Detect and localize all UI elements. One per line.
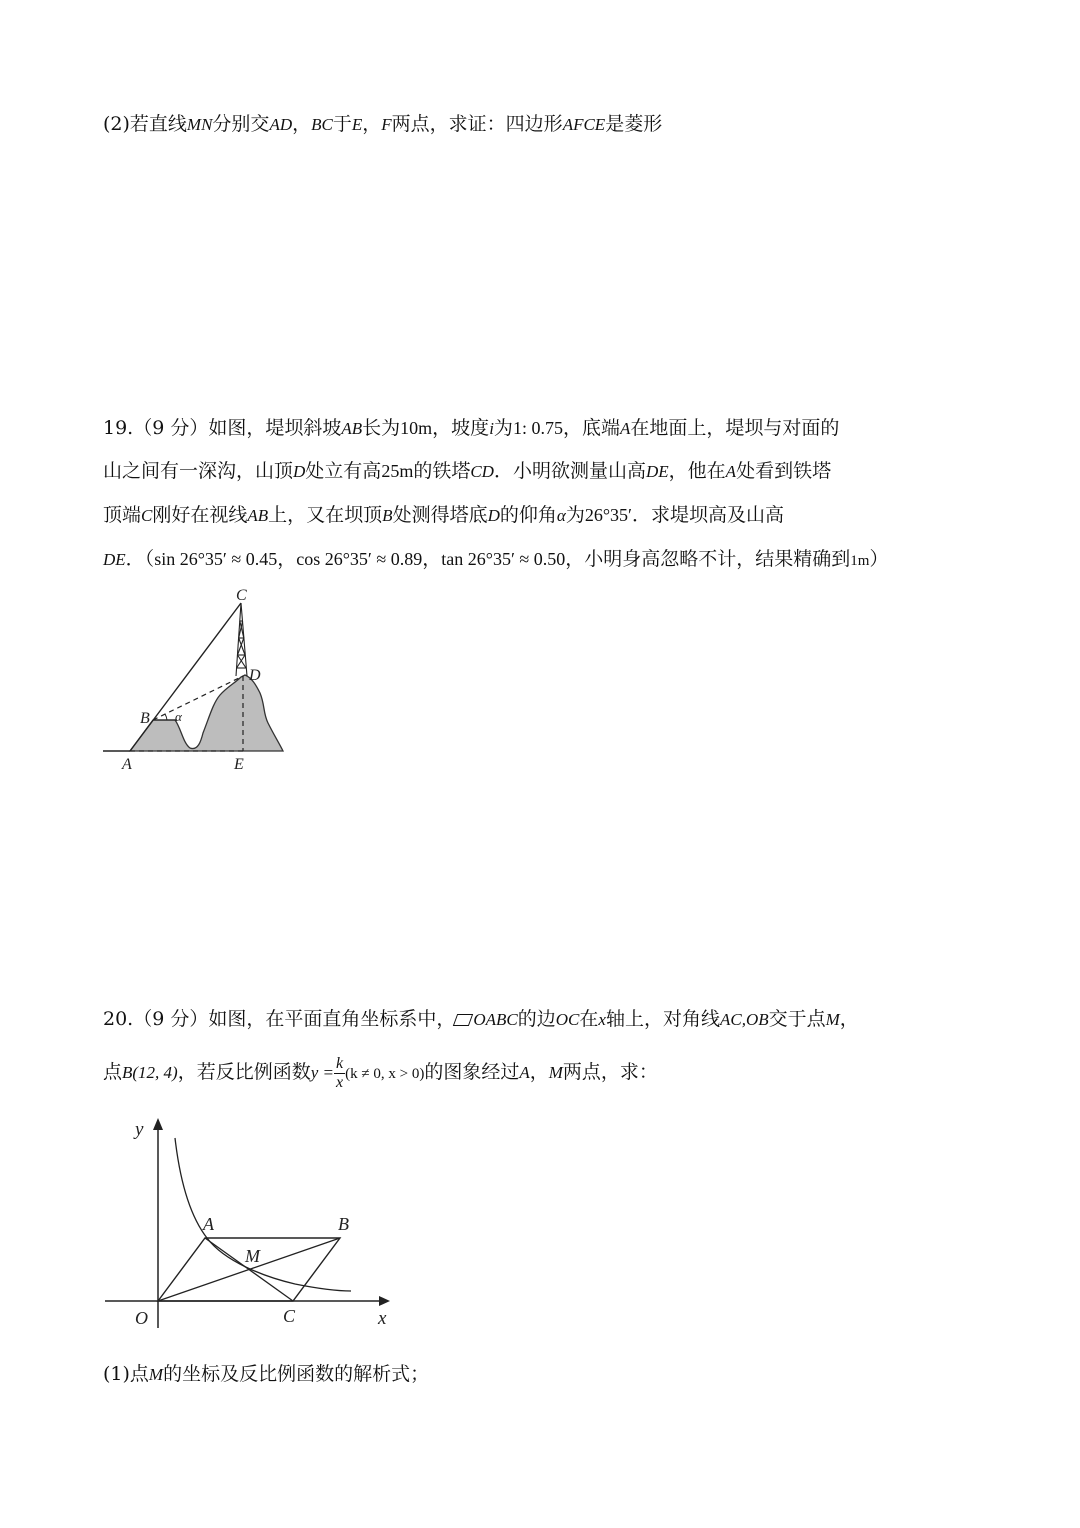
q19-label-D: D xyxy=(249,667,261,684)
q20-label-O: O xyxy=(135,1308,148,1328)
q19-l2-A: A xyxy=(725,462,737,481)
q20-l1-oc: OC xyxy=(555,1010,580,1029)
q20-l2-bpoint: B(12, 4) xyxy=(122,1063,178,1082)
q19-l4-unit: 1m xyxy=(850,553,870,569)
q20-label-y: y xyxy=(135,1119,144,1140)
q19-l3-B: B xyxy=(382,506,393,525)
q19-l2-f: 处看到铁塔 xyxy=(736,460,832,482)
q19-l1-i: i xyxy=(489,419,494,438)
q19-label-A: A xyxy=(122,756,132,773)
q19-l2-h: 25m xyxy=(381,461,414,481)
q19-l2-de: DE xyxy=(645,462,669,481)
q20-l2-cond: (k ≠ 0, x > 0) xyxy=(345,1066,425,1082)
q20-l1-f: ， xyxy=(839,1008,859,1030)
q20-l2-y: y = xyxy=(310,1063,335,1082)
q19-l3-C: C xyxy=(141,506,153,525)
q19-l4-tan: tan 26°35′ ≈ 0.50 xyxy=(441,549,566,569)
q18-t3: 于 xyxy=(332,113,352,135)
q20-p1-a: (1)点 xyxy=(103,1363,149,1385)
q20-label-C: C xyxy=(283,1306,296,1326)
q19-l2-a: 山之间有一深沟，山顶 xyxy=(103,460,294,482)
q18-f: F xyxy=(381,115,392,134)
q19-l3-a: 顶端 xyxy=(103,504,142,526)
q18-t6: 是菱形 xyxy=(605,113,663,135)
q20-frac-num: k xyxy=(336,1054,344,1072)
q19-l1-f: 在地面上，堤坝与对面的 xyxy=(630,417,840,439)
q20-l2-A: A xyxy=(519,1063,530,1082)
q20-l1-x: x xyxy=(598,1010,606,1029)
q20-figure xyxy=(95,1110,405,1340)
q19-l1-a: 19.（9 分）如图，堤坝斜坡 xyxy=(103,417,342,439)
q18-bc: BC xyxy=(311,115,333,134)
q19-l4-d: ，小明身高忽略不计，结果精确到 xyxy=(565,548,851,570)
q20-label-M: M xyxy=(245,1246,260,1266)
q19-label-alpha: α xyxy=(175,709,182,724)
q19-l3-b: 刚好在视线 xyxy=(152,504,248,526)
q19-l1-len: 10m xyxy=(400,418,433,438)
q19-l4-a: ．（ xyxy=(125,548,155,570)
q19-l2-b: 处立有高 xyxy=(305,460,382,482)
q19-l4-sin: sin 26°35′ ≈ 0.45 xyxy=(154,549,278,569)
q19-line1 xyxy=(103,414,839,443)
q19-label-E: E xyxy=(234,756,244,773)
q19-l3-f: 为 xyxy=(565,504,585,526)
q19-line2 xyxy=(103,457,831,486)
q19-tower xyxy=(236,603,247,676)
q20-part1-text xyxy=(103,1360,429,1389)
q20-label-x: x xyxy=(378,1308,387,1329)
q19-label-C: C xyxy=(236,587,247,604)
q20-p1-M: M xyxy=(148,1365,164,1384)
q20-label-A: A xyxy=(203,1214,214,1234)
q18-t4: ， xyxy=(362,113,382,135)
q19-l2-D: D xyxy=(293,462,306,481)
q19-l1-b: 长为 xyxy=(362,417,401,439)
q19-l3-g: ．求堤坝高及山高 xyxy=(631,504,784,526)
q20-x-arrow xyxy=(379,1296,390,1306)
q19-l3-D: D xyxy=(487,506,500,525)
q20-frac-den: x xyxy=(336,1073,344,1091)
q20-line2 xyxy=(103,1052,658,1094)
q19-l3-ab: AB xyxy=(247,506,269,525)
q18-t2: ， xyxy=(292,113,312,135)
q20-line1 xyxy=(103,1005,859,1034)
q20-l2-a: 点 xyxy=(103,1061,123,1083)
q19-l1-ab: AB xyxy=(341,419,363,438)
q19-l3-c: 上，又在坝顶 xyxy=(268,504,383,526)
q20-label-B: B xyxy=(338,1214,349,1234)
q19-l4-cos: cos 26°35′ ≈ 0.89 xyxy=(296,549,423,569)
q18-afce: AFCE xyxy=(562,115,606,134)
q18-t1: 分别交 xyxy=(212,113,270,135)
q18-part2-text xyxy=(103,110,662,139)
q19-l3-e: 的仰角 xyxy=(499,504,557,526)
q19-l3-alpha: α xyxy=(556,506,566,525)
q19-l2-c: 的铁塔 xyxy=(413,460,471,482)
q20-l2-e: 两点，求： xyxy=(562,1061,658,1083)
q19-l1-d: 为 xyxy=(493,417,513,439)
q18-part2-prefix: (2)若直线 xyxy=(103,113,187,135)
q19-l2-cd: CD xyxy=(470,462,494,481)
q19-l1-ratio: 1: 0.75 xyxy=(512,418,563,438)
q20-l1-a: 20.（9 分）如图，在平面直角坐标系中， xyxy=(103,1008,456,1030)
q19-l4-b: ， xyxy=(277,548,297,570)
q20-fraction xyxy=(334,1055,345,1092)
q19-label-B: B xyxy=(140,710,150,727)
q19-l1-A: A xyxy=(619,419,631,438)
q19-mountain-shape xyxy=(130,675,283,751)
q20-l1-acob: AC,OB xyxy=(719,1010,769,1029)
q18-mn: MN xyxy=(186,115,213,134)
q20-l2-b: ，若反比例函数 xyxy=(177,1061,311,1083)
parallelogram-icon xyxy=(453,1014,473,1026)
q19-l3-d: 处测得塔底 xyxy=(392,504,488,526)
q19-l1-c: ，坡度 xyxy=(432,417,490,439)
q19-l2-e: ，他在 xyxy=(668,460,726,482)
q20-hyperbola xyxy=(175,1138,351,1291)
q19-figure xyxy=(95,583,295,778)
q20-l2-c: 的图象经过 xyxy=(424,1061,520,1083)
q19-l4-c: ， xyxy=(422,548,442,570)
q19-line4 xyxy=(103,545,888,575)
q19-l4-e: ） xyxy=(869,548,889,570)
q20-l2-M: M xyxy=(548,1063,563,1082)
q20-l1-b: 的边 xyxy=(517,1008,556,1030)
q20-l1-e: 交于点 xyxy=(768,1008,826,1030)
q20-l2-d: ， xyxy=(529,1061,549,1083)
q19-l1-e: ，底端 xyxy=(562,417,620,439)
q18-e: E xyxy=(351,115,363,134)
q20-l1-M: M xyxy=(825,1010,840,1029)
q19-line3 xyxy=(103,501,784,530)
q19-l3-angle: 26°35′ xyxy=(584,505,632,525)
q19-l4-de: DE xyxy=(103,550,126,569)
q20-l1-c: 在 xyxy=(579,1008,599,1030)
q18-t5: 两点，求证：四边形 xyxy=(391,113,563,135)
q18-ad: AD xyxy=(269,115,293,134)
q20-l1-oabc: OABC xyxy=(473,1010,518,1029)
q20-p1-b: 的坐标及反比例函数的解析式； xyxy=(163,1363,430,1385)
q19-l2-d: ．小明欲测量山高 xyxy=(493,460,646,482)
q20-l1-d: 轴上，对角线 xyxy=(605,1008,720,1030)
q19-angle-arc xyxy=(165,714,167,720)
q20-y-arrow xyxy=(153,1118,163,1130)
